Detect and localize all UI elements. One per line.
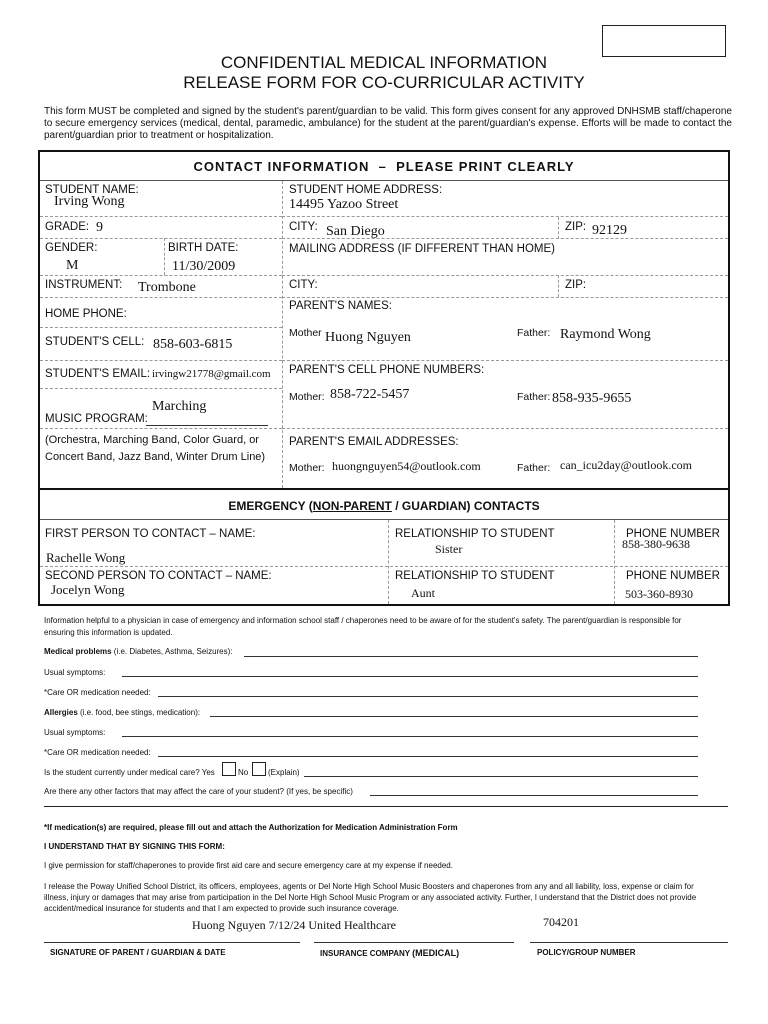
insurance-line bbox=[314, 942, 514, 943]
father-name-value[interactable]: Raymond Wong bbox=[560, 327, 651, 342]
relationship-label: RELATIONSHIP TO STUDENT bbox=[395, 528, 555, 540]
first-contact-label: FIRST PERSON TO CONTACT – NAME: bbox=[45, 528, 256, 540]
no-label: No bbox=[238, 768, 249, 777]
emergency-row-line bbox=[40, 566, 728, 567]
release-line3: accident/medical insurance for students and that I am expected to provide such insurance coverage. bbox=[44, 904, 399, 913]
first-contact-name[interactable]: Rachelle Wong bbox=[46, 550, 126, 565]
row-line bbox=[40, 297, 282, 298]
policy-label: POLICY/GROUP NUMBER bbox=[537, 948, 636, 957]
city-label: CITY: bbox=[289, 221, 318, 233]
row-line bbox=[40, 216, 282, 217]
heading-rule bbox=[40, 180, 728, 181]
allergies-rest: (i.e. food, bee stings, medication): bbox=[77, 708, 201, 717]
second-contact-label: SECOND PERSON TO CONTACT – NAME: bbox=[45, 570, 272, 582]
medical-info-line2: ensuring this information is updated. bbox=[44, 628, 173, 637]
medical-problems-rest: (i.e. Diabetes, Asthma, Seizures): bbox=[111, 647, 233, 656]
row-line bbox=[282, 216, 728, 217]
allergies-line[interactable] bbox=[210, 716, 698, 717]
medical-problems-bold: Medical problems bbox=[44, 647, 112, 656]
instrument-value[interactable]: Trombone bbox=[138, 280, 196, 295]
no-checkbox[interactable] bbox=[252, 762, 266, 776]
form-title-line1: CONFIDENTIAL MEDICAL INFORMATION bbox=[220, 53, 548, 72]
allergies-bold: Allergies bbox=[44, 708, 78, 717]
insurance-medical: (MEDICAL) bbox=[412, 948, 460, 958]
second-relationship[interactable]: Aunt bbox=[411, 586, 435, 600]
row-line bbox=[282, 275, 728, 276]
medication-note: *If medication(s) are required, please fill out and attach the Authorization for Medication Administration Form bbox=[44, 823, 458, 832]
parents-cell-label: PARENT'S CELL PHONE NUMBERS: bbox=[289, 364, 485, 376]
father-email-label: Father: bbox=[517, 462, 551, 474]
other-factors-line[interactable] bbox=[370, 795, 698, 796]
second-contact-name[interactable]: Jocelyn Wong bbox=[51, 582, 125, 597]
phone-divider bbox=[614, 520, 615, 604]
home-address-label: STUDENT HOME ADDRESS: bbox=[289, 184, 443, 196]
understand-heading: I UNDERSTAND THAT BY SIGNING THIS FORM: bbox=[44, 842, 225, 851]
home-phone-label: HOME PHONE: bbox=[45, 308, 127, 320]
mother-email-label: Mother: bbox=[289, 462, 325, 474]
insurance-label-text: INSURANCE COMPANY bbox=[320, 949, 410, 958]
zip-divider bbox=[558, 217, 559, 239]
permission-text: I give permission for staff/chaperones to provide first aid care and secure emergency care at my expense if needed. bbox=[44, 861, 453, 870]
insurance-label bbox=[320, 948, 459, 958]
zip2-divider bbox=[558, 275, 559, 297]
program-options-line1: (Orchestra, Marching Band, Color Guard, or bbox=[45, 434, 259, 446]
father-label: Father: bbox=[517, 327, 551, 339]
mother-cell-label: Mother: bbox=[289, 391, 325, 403]
father-cell-label: Father: bbox=[517, 391, 551, 403]
signature-entry[interactable]: Huong Nguyen 7/12/24 United Healthcare bbox=[192, 918, 396, 932]
signature-label: SIGNATURE OF PARENT / GUARDIAN & DATE bbox=[50, 948, 226, 957]
row-line bbox=[40, 275, 282, 276]
relationship-divider bbox=[388, 520, 389, 604]
city2-label: CITY: bbox=[289, 279, 318, 291]
emergency-heading-rule bbox=[40, 519, 728, 520]
grade-value[interactable]: 9 bbox=[96, 220, 103, 235]
student-name-label: STUDENT NAME: bbox=[45, 184, 139, 196]
mother-label: Mother bbox=[289, 327, 322, 339]
parents-email-label: PARENT'S EMAIL ADDRESSES: bbox=[289, 436, 459, 448]
row-line bbox=[40, 360, 282, 361]
row-line bbox=[282, 297, 728, 298]
program-options-line2: Concert Band, Jazz Band, Winter Drum Line) bbox=[45, 451, 266, 463]
father-email-value[interactable]: can_icu2day@outlook.com bbox=[560, 458, 693, 472]
instrument-label: INSTRUMENT: bbox=[45, 279, 123, 291]
policy-number-value[interactable]: 704201 bbox=[543, 915, 579, 929]
student-name-value[interactable]: Irving Wong bbox=[54, 194, 125, 209]
emergency-heading bbox=[38, 499, 730, 513]
music-program-value[interactable]: Marching bbox=[152, 399, 207, 414]
usual-symptoms2-line[interactable] bbox=[122, 736, 698, 737]
usual-symptoms2-label: Usual symptoms: bbox=[44, 728, 106, 737]
zip2-label: ZIP: bbox=[565, 279, 587, 291]
student-cell-value[interactable]: 858-603-6815 bbox=[153, 337, 233, 352]
column-divider bbox=[282, 181, 283, 488]
row-line bbox=[40, 428, 282, 429]
emergency-heading-pre: EMERGENCY ( bbox=[228, 499, 313, 513]
medical-problems-label bbox=[44, 647, 233, 656]
care-needed2-label: *Care OR medication needed: bbox=[44, 748, 151, 757]
gender-divider bbox=[164, 238, 165, 275]
gender-label: GENDER: bbox=[45, 242, 98, 254]
explain-label: (Explain) bbox=[268, 768, 300, 777]
city-value[interactable]: San Diego bbox=[326, 224, 385, 239]
zip-value[interactable]: 92129 bbox=[592, 223, 627, 238]
grade-label: GRADE: bbox=[45, 221, 90, 233]
mailing-address-label: MAILING ADDRESS (IF DIFFERENT THAN HOME) bbox=[289, 243, 556, 255]
first-relationship[interactable]: Sister bbox=[435, 542, 463, 556]
policy-line bbox=[530, 942, 728, 943]
music-program-label: MUSIC PROGRAM: bbox=[45, 413, 148, 425]
contact-heading: CONTACT INFORMATION – PLEASE PRINT CLEARLY bbox=[193, 159, 575, 174]
emergency-heading-post: / GUARDIAN) CONTACTS bbox=[391, 499, 540, 513]
zip-label: ZIP: bbox=[565, 221, 587, 233]
student-cell-label: STUDENT'S CELL: bbox=[45, 336, 145, 348]
music-program-line bbox=[146, 425, 268, 426]
section-divider bbox=[44, 806, 728, 807]
parents-names-label: PARENT'S NAMES: bbox=[289, 300, 392, 312]
mother-email-value[interactable]: huongnguyen54@outlook.com bbox=[332, 459, 481, 473]
yes-checkbox[interactable] bbox=[222, 762, 236, 776]
medical-problems-line[interactable] bbox=[244, 656, 698, 657]
birth-date-label: BIRTH DATE: bbox=[168, 242, 239, 254]
second-phone[interactable]: 503-360-8930 bbox=[625, 587, 693, 601]
row-line bbox=[40, 388, 282, 389]
mother-cell-value[interactable]: 858-722-5457 bbox=[330, 387, 410, 402]
emergency-heading-nonparent: NON-PARENT bbox=[312, 499, 392, 513]
care-needed-line[interactable] bbox=[158, 696, 698, 697]
explain-line[interactable] bbox=[304, 776, 698, 777]
second-relationship-label: RELATIONSHIP TO STUDENT bbox=[395, 570, 555, 582]
release-line2: illness, injury or damages that may arise from participation in the Del Norte High School Music Program or any associated activity. Further, I understand that the District does not provide bbox=[44, 893, 697, 902]
other-factors-question: Are there any other factors that may affect the care of your student? (If yes, be specific) bbox=[44, 787, 353, 796]
medical-info-line1: Information helpful to a physician in case of emergency and information school staff / chaperones need to be aware of for the student's safety. The parent/guardian is responsible for bbox=[44, 616, 682, 625]
under-care-question: Is the student currently under medical care? Yes bbox=[44, 768, 215, 777]
gender-value[interactable]: M bbox=[66, 258, 79, 273]
form-title-line2: RELEASE FORM FOR CO-CURRICULAR ACTIVITY bbox=[183, 73, 585, 92]
care-needed2-line[interactable] bbox=[158, 756, 698, 757]
second-phone-label: PHONE NUMBER bbox=[626, 570, 720, 582]
intro-paragraph: This form MUST be completed and signed by the student's parent/guardian to be valid. This form gives consent for any approved DNHSMB staff/chaperone to secure emergency services (medical, dental, paramedic, ambulance) for the student at the parent/guardian's expense. Efforts will be made to contact the parent/guardian prior to treatment or hospitalization. bbox=[44, 106, 732, 141]
row-line bbox=[40, 327, 282, 328]
mother-name-value[interactable]: Huong Nguyen bbox=[325, 330, 411, 345]
allergies-label bbox=[44, 708, 200, 717]
care-needed-label: *Care OR medication needed: bbox=[44, 688, 151, 697]
row-line bbox=[282, 360, 728, 361]
usual-symptoms-line[interactable] bbox=[122, 676, 698, 677]
phone-label: PHONE NUMBER bbox=[626, 528, 720, 540]
home-address-value[interactable]: 14495 Yazoo Street bbox=[289, 197, 399, 212]
student-email-value[interactable]: irvingw21778@gmail.com bbox=[152, 368, 271, 380]
row-line bbox=[40, 238, 282, 239]
signature-line bbox=[44, 942, 300, 943]
release-line1: I release the Poway Unified School District, its officers, employees, agents or Del Norte High School Music Boosters and chaperones from any and all liability, loss, expense or claim for bbox=[44, 882, 694, 891]
birth-date-value[interactable]: 11/30/2009 bbox=[172, 259, 236, 274]
usual-symptoms-label: Usual symptoms: bbox=[44, 668, 106, 677]
row-line bbox=[282, 428, 728, 429]
student-email-label: STUDENT'S EMAIL: bbox=[45, 368, 151, 380]
first-phone[interactable]: 858-380-9638 bbox=[622, 537, 690, 551]
father-cell-value[interactable]: 858-935-9655 bbox=[552, 391, 632, 406]
